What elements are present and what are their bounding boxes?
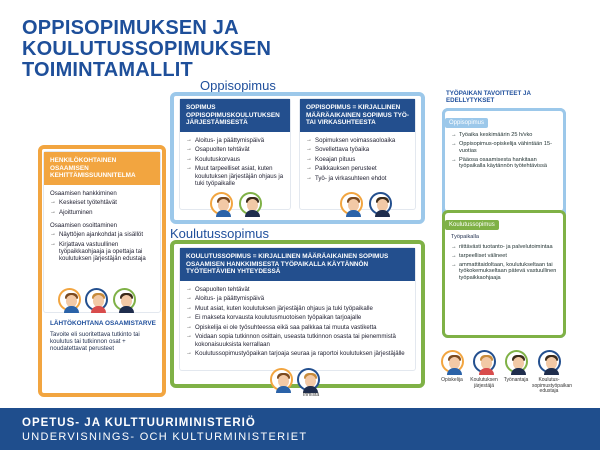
card-koulutussopimus-body xyxy=(180,281,415,365)
card-koulutussopimus-head: KOULUTUSSOPIMUS = KIRJALLINEN MÄÄRÄAIKAINEN SOPIMUS OSAAMISEN HANKKIMISESTA TYÖPAIKALLA KÄYTÄNNÖN TYÖTEHTÄVIEN YHTEYDESSÄ xyxy=(180,248,415,281)
right-kou-item: → riittävästi tuotanto- ja palvelutoimintaa xyxy=(451,244,557,251)
opp-avatars-left xyxy=(210,192,270,218)
student-avatar-icon xyxy=(441,350,464,373)
need-head: LÄHTÖKOHTANA OSAAMISTARVE xyxy=(50,320,156,327)
right-kou-list xyxy=(445,234,563,281)
sop-item: → Koulutuskorvaus xyxy=(186,156,284,163)
plan-avatars xyxy=(58,288,158,314)
legend-label: Koulutuksen järjestäjä xyxy=(470,377,498,389)
opp-item: → Palkkauksen perusteet xyxy=(306,165,409,172)
right-opp-item: → Oppisopimus-opiskelija vähintään 15-vuotias xyxy=(451,141,557,154)
opp-item: → Sopimuksen voimassaoloaika xyxy=(306,137,409,144)
footer xyxy=(0,408,600,450)
kou-item: → Aloitus- ja päättymispäivä xyxy=(186,295,409,302)
right-opp-box xyxy=(442,108,566,214)
sop-item: → Aloitus- ja päättymispäivä xyxy=(186,137,284,144)
sop-item: → Osapuolten tehtävät xyxy=(186,146,284,153)
right-kou-box xyxy=(442,210,566,338)
need-text: Tavoite eli suoritettava tutkinto tai koulutus tai tutkinnon osat + noudatettavat perusteet xyxy=(50,330,140,353)
opp-avatars-right xyxy=(340,192,400,218)
card-sopimus-head: SOPIMUS OPPISOPIMUSKOULUTUKSEN JÄRJESTÄMISESTÄ xyxy=(180,99,290,132)
student-avatar-icon xyxy=(58,288,81,311)
right-kou-intro: Työpaikalla xyxy=(451,234,479,240)
legend-label: Opiskelija xyxy=(441,377,463,383)
workplace-rep-avatar-icon xyxy=(538,350,561,373)
student-avatar-icon xyxy=(270,368,293,391)
need-box xyxy=(50,320,158,390)
legend xyxy=(436,350,573,398)
page-title xyxy=(22,18,442,81)
label-oppisopimus: Oppisopimus xyxy=(200,78,276,93)
employer-avatar-icon xyxy=(113,288,136,311)
right-opp-item: → Pääosa osaamisesta hankitaan työpaikalla käytännön työtehtävissä xyxy=(451,157,557,170)
title-line-1: OPPISOPIMUKSEN JA xyxy=(22,17,239,39)
sop-item: → Muut tarpeelliset asiat, kuten koulutuksen järjestäjän ohjaus ja tuki työpaikalle xyxy=(186,165,284,187)
provider-avatar-icon xyxy=(473,350,496,373)
card-sopimus-body xyxy=(180,132,290,195)
legend-item-student xyxy=(436,350,468,384)
footer-line-1: OPETUS- JA KULTTUURIMINISTERIÖ xyxy=(22,417,256,429)
student-avatar-icon xyxy=(210,192,233,215)
plan-section-title: Osaamisen hankkiminen xyxy=(50,189,117,197)
kou-item: → Osapuolten tehtävät xyxy=(186,286,409,293)
employer-avatar-icon xyxy=(505,350,528,373)
student-avatar-icon xyxy=(340,192,363,215)
right-kou-item: → ammattitaidoltaan, koulutukseltaan tai työkokemukseltaan pätevä vastuullinen työpaikkaohjaaja xyxy=(451,262,557,282)
label-koulutussopimus: Koulutussopimus xyxy=(170,226,269,241)
kou-avatar-caption: Ihmistä xyxy=(303,392,320,398)
card-plan-head: HENKILÖKOHTAINEN OSAAMISEN KEHITTÄMISSUUNNITELMA xyxy=(44,152,160,185)
right-opp-item: → Työaika keskimäärin 25 h/vko xyxy=(451,132,557,139)
opp-item: → Työ- ja virkasuhteen ehdot xyxy=(306,175,409,182)
legend-label: Työnantaja xyxy=(503,377,529,383)
employer-avatar-icon xyxy=(369,192,392,215)
footer-line-2: UNDERVISNINGS- OCH KULTURMINISTERIET xyxy=(22,431,308,443)
right-kou-tag: Koulutussopimus xyxy=(445,220,499,230)
legend-item-workplace xyxy=(532,350,573,395)
card-koulutussopimus xyxy=(180,248,415,370)
kou-item: → Ei makseta korvausta koulutusmuotoisen työpaikan tarjoajalle xyxy=(186,314,409,321)
card-plan-body xyxy=(44,185,160,270)
plan-item: → Kirjattava vastuullinen työpaikkaohjaaja ja opettaja tai koulutuksen järjestäjän edustaja xyxy=(50,241,154,263)
card-oppisopimus-head: OPPISOPIMUS = KIRJALLINEN MÄÄRÄAIKAINEN SOPIMUS TYÖ- TAI VIRKASUHTEESTA xyxy=(300,99,415,132)
plan-section-title: Osaamisen osoittaminen xyxy=(50,222,118,230)
right-opp-list xyxy=(445,132,563,170)
provider-avatar-icon xyxy=(85,288,108,311)
legend-item-provider xyxy=(468,350,500,389)
kou-item: → Koulutussopimustyöpaikan tarjoaja seuraa ja raportoi koulutuksen järjestäjälle xyxy=(186,350,409,357)
plan-item: → Näyttöjen ajankohdat ja sisällöt xyxy=(50,231,154,238)
right-opp-tag: Oppisopimus xyxy=(445,118,488,128)
kou-item: → Opiskelija ei ole työsuhteessa eikä saa palkkaa tai muuta vastiketta xyxy=(186,324,409,331)
opp-item: → Sovellettava työaika xyxy=(306,146,409,153)
kou-item: → Voidaan sopia tutkinnon osittain, useasta tutkinnon osasta tai pienemmistä kokonaisuuksista kerrallaan xyxy=(186,333,409,348)
kou-item: → Muut asiat, kuten koulutuksen järjestäjän ohjaus ja tuki työpaikalle xyxy=(186,305,409,312)
title-line-2: KOULUTUSSOPIMUKSEN TOIMINTAMALLIT xyxy=(22,38,272,81)
opp-item: → Koeajan pituus xyxy=(306,156,409,163)
legend-label: Koulutus-sopimustyöpaikan edustaja xyxy=(532,377,573,395)
right-panel-head: TYÖPAIKAN TAVOITTEET JA EDELLYTYKSET xyxy=(446,90,531,105)
right-kou-item: → tarpeelliset välineet xyxy=(451,253,557,260)
workplace-rep-avatar-icon xyxy=(297,368,320,391)
plan-item: → Ajoittuminen xyxy=(50,209,154,216)
legend-item-employer xyxy=(500,350,532,384)
plan-item: → Keskeiset työtehtävät xyxy=(50,199,154,206)
employer-avatar-icon xyxy=(239,192,262,215)
card-oppisopimus-body xyxy=(300,132,415,189)
